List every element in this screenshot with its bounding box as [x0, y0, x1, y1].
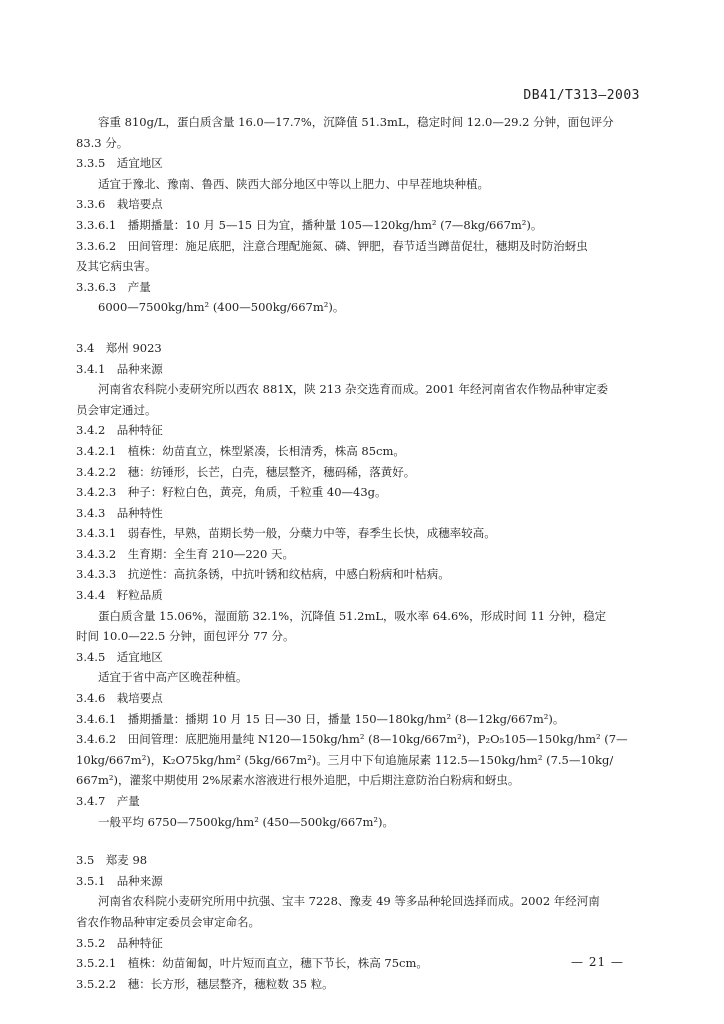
- paragraph-line: 一般平均 6750—7500kg/hm² (450—500kg/667m²)。: [98, 814, 395, 829]
- section-heading: 3.4.4 籽粒品质: [76, 588, 163, 603]
- paragraph-line: 河南省农科院小麦研究所以西农 881X，陕 213 杂交选育而成。2001 年经河南省农作物品种审定委: [98, 382, 608, 397]
- paragraph-line: 83.3 分。: [76, 135, 129, 150]
- document-code: DB41/T313—2003: [523, 88, 640, 103]
- paragraph-line: 时间 10.0—22.5 分钟，面包评分 77 分。: [76, 629, 295, 644]
- page-number: — 21 —: [571, 955, 624, 969]
- section-heading: 3.4.1 品种来源: [76, 361, 163, 376]
- section-heading: 3.4.2 品种特征: [76, 423, 163, 438]
- paragraph-line: 3.5.2.2 穗：长方形，穗层整齐，穗粒数 35 粒。: [76, 976, 334, 991]
- section-heading: 3.3.5 适宜地区: [76, 156, 163, 171]
- paragraph-line: 3.4.2.3 种子：籽粒白色，黄亮，角质，千粒重 40—43g。: [76, 485, 387, 500]
- paragraph-line: 3.4.3.3 抗逆性：高抗条锈，中抗叶锈和纹枯病，中感白粉病和叶枯病。: [76, 567, 450, 582]
- variety-heading: 3.5 郑麦 98: [76, 853, 148, 868]
- paragraph-line: 3.4.2.2 穗：纺锤形，长芒，白壳，穗层整齐，穗码稀，落黄好。: [76, 464, 416, 479]
- section-heading: 3.4.7 产量: [76, 794, 140, 808]
- paragraph-line: 667m²)，灌浆中期使用 2%尿素水溶液进行根外追肥，中后期注意防治白粉病和蚜虫。: [76, 773, 520, 788]
- paragraph-line: 蛋白质含量 15.06%，湿面筋 32.1%，沉降值 51.2mL，吸水率 64.6%，形成时间 11 分钟，稳定: [98, 608, 607, 623]
- paragraph-line: 3.4.3.1 弱春性，早熟，苗期长势一般，分蘖力中等，春季生长快，成穗率较高。: [76, 526, 496, 541]
- paragraph-line: 3.5.2.1 植株：幼苗匍匐，叶片短而直立，穗下节长，株高 75cm。: [76, 956, 428, 971]
- section-heading: 3.5.2 品种特征: [76, 935, 163, 950]
- paragraph-line: 3.4.6.2 田间管理：底肥施用量纯 N120—150kg/hm² (8—10kg/667m²)，P₂O₅105—150kg/hm² (7—: [76, 732, 628, 747]
- paragraph-line: 3.3.6.1 播期播量：10 月 5—15 日为宜，播种量 105—120kg/hm² (7—8kg/667m²)。: [76, 217, 543, 232]
- paragraph-line: 河南省农科院小麦研究所用中抗强、宝丰 7228、豫麦 49 等多品种轮回选择而成。2002 年经河南: [98, 894, 600, 909]
- paragraph-line: 3.4.3.2 生育期：全生育 210—220 天。: [76, 546, 294, 561]
- section-heading: 3.5.1 品种来源: [76, 873, 163, 888]
- section-heading: 3.4.3 品种特性: [76, 505, 163, 520]
- paragraph-line: 3.3.6.2 田间管理：施足底肥，注意合理配施氮、磷、钾肥，春节适当蹲苗促壮，穗期及时防治蚜虫: [76, 238, 588, 253]
- paragraph-line: 省农作物品种审定委员会审定命名。: [76, 914, 260, 929]
- section-spacer: [76, 832, 641, 850]
- paragraph-line: 员会审定通过。: [76, 402, 157, 417]
- paragraph-line: 3.4.2.1 植株：幼苗直立，株型紧凑，长相清秀，株高 85cm。: [76, 443, 405, 458]
- paragraph-line: 10kg/667m²)，K₂O75kg/hm² (5kg/667m²)。三月中下旬追施尿素 112.5—150kg/hm² (7.5—10kg/: [76, 752, 614, 767]
- section-heading: 3.3.6.3 产量: [76, 279, 151, 294]
- section-heading: 3.4.5 适宜地区: [76, 649, 163, 664]
- paragraph-line: 及其它病虫害。: [76, 259, 157, 274]
- paragraph-line: 容重 810g/L，蛋白质含量 16.0—17.7%，沉降值 51.3mL，稳定时间 12.0—29.2 分钟，面包评分: [98, 115, 614, 129]
- section-heading: 3.3.6 栽培要点: [76, 197, 163, 212]
- variety-heading: 3.4 郑州 9023: [76, 340, 162, 355]
- section-heading: 3.4.6 栽培要点: [76, 691, 163, 706]
- section-spacer: [76, 318, 641, 338]
- paragraph-line: 3.4.6.1 播期播量：播期 10 月 15 日—30 日，播量 150—180kg/hm² (8—12kg/667m²)。: [76, 711, 565, 726]
- paragraph-line: 适宜于豫北、豫南、鲁西、陕西大部分地区中等以上肥力、中早茬地块种植。: [98, 176, 489, 191]
- paragraph-line: 适宜于省中高产区晚茬种植。: [98, 670, 248, 685]
- document-body: [76, 112, 641, 994]
- paragraph-line: 6000—7500kg/hm² (400—500kg/667m²)。: [98, 300, 345, 315]
